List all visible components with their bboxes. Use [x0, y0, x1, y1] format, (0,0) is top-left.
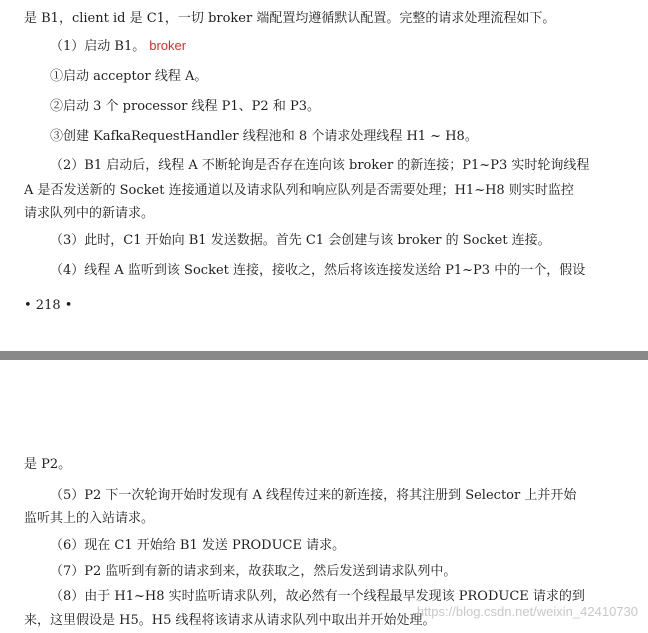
text-line: （3）此时，C1 开始向 B1 发送数据。首先 C1 会创建与该 broker 的 Socket 连接。 [50, 233, 551, 248]
page-separator [0, 351, 648, 360]
text-line: 监听其上的入站请求。 [24, 511, 155, 526]
text-line: 是 B1，client id 是 C1，一切 broker 端配置均遵循默认配置。完整的请求处理流程如下。 [24, 11, 556, 26]
text-line: A 是否发送新的 Socket 连接通道以及请求队列和响应队列是否需要处理；H1~H8 则实时监控 [24, 183, 574, 198]
text-line: （7）P2 监听到有新的请求到来，故获取之，然后发送到请求队列中。 [50, 564, 457, 579]
text-line: （4）线程 A 监听到该 Socket 连接，接收之，然后将该连接发送给 P1~P3 中的一个，假设 [50, 263, 586, 278]
text-line: ②启动 3 个 processor 线程 P1、P2 和 P3。 [50, 99, 320, 114]
text-line: 来，这里假设是 H5。H5 线程将该请求从请求队列中取出并开始处理。 [24, 613, 436, 628]
text-line [50, 37, 186, 56]
text-line: （5）P2 下一次轮询开始时发现有 A 线程传过来的新连接，将其注册到 Selector 上并开始 [50, 488, 577, 503]
handwritten-annotation: broker [149, 38, 187, 53]
text-line-content: （1）启动 B1。 [50, 39, 146, 54]
text-line: （6）现在 C1 开始给 B1 发送 PRODUCE 请求。 [50, 538, 346, 553]
watermark: https://blog.csdn.net/weixin_42410730 [416, 604, 638, 619]
text-line: 是 P2。 [24, 457, 72, 472]
page-number: • 218 • [24, 298, 73, 313]
text-line: （8）由于 H1~H8 实时监听请求队列，故必然有一个线程最早发现该 PRODUCE 请求的到 [50, 589, 585, 604]
text-line: ③创建 KafkaRequestHandler 线程池和 8 个请求处理线程 H1 ~ H8。 [50, 129, 478, 144]
text-line: 请求队列中的新请求。 [24, 206, 155, 221]
text-line: （2）B1 启动后，线程 A 不断轮询是否存在连向该 broker 的新连接；P1~P3 实时轮询线程 [50, 158, 590, 173]
text-line: ①启动 acceptor 线程 A。 [50, 69, 208, 84]
